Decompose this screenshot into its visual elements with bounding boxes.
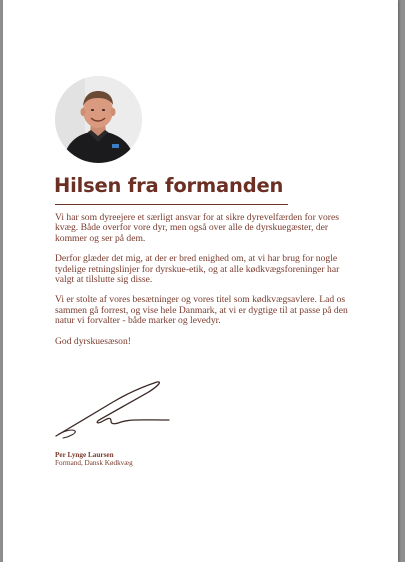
paragraph: Vi har som dyreejere et særligt ansvar for at sikre dyrevelfærden for vores kvæg. Både overfor vore dyr, men også over alle de dyrskuegæster, der kommer og ser på dem. xyxy=(55,212,339,244)
portrait-image xyxy=(55,76,142,163)
signatory-name: Per Lynge Laursen xyxy=(55,451,114,459)
paragraph: Derfor glæder det mig, at der er bred enighed om, at vi har brug for nogle tydelige retningslinjer for dyrskue-etik, og at alle kødkvægsforeninger har valgt at tilslutte sig disse. xyxy=(55,253,340,286)
chairman-portrait xyxy=(55,76,142,163)
page-title: Hilsen fra formanden xyxy=(54,174,284,197)
letter-body xyxy=(55,213,355,357)
handwritten-signature xyxy=(53,376,173,442)
signatory-role: Formand, Dansk Kødkvæg xyxy=(55,459,133,467)
document-page xyxy=(3,0,398,562)
closing-line: God dyrskuesæson! xyxy=(55,335,131,347)
title-divider xyxy=(55,204,288,205)
paragraph: Vi er stolte af vores besætninger og vores titel som kødkvægsavlere. Lad os sammen gå forrest, og vise hele Danmark, at vi er dygtige til at passe på den natur vi forvalter - både marker og levedyr. xyxy=(55,294,348,327)
